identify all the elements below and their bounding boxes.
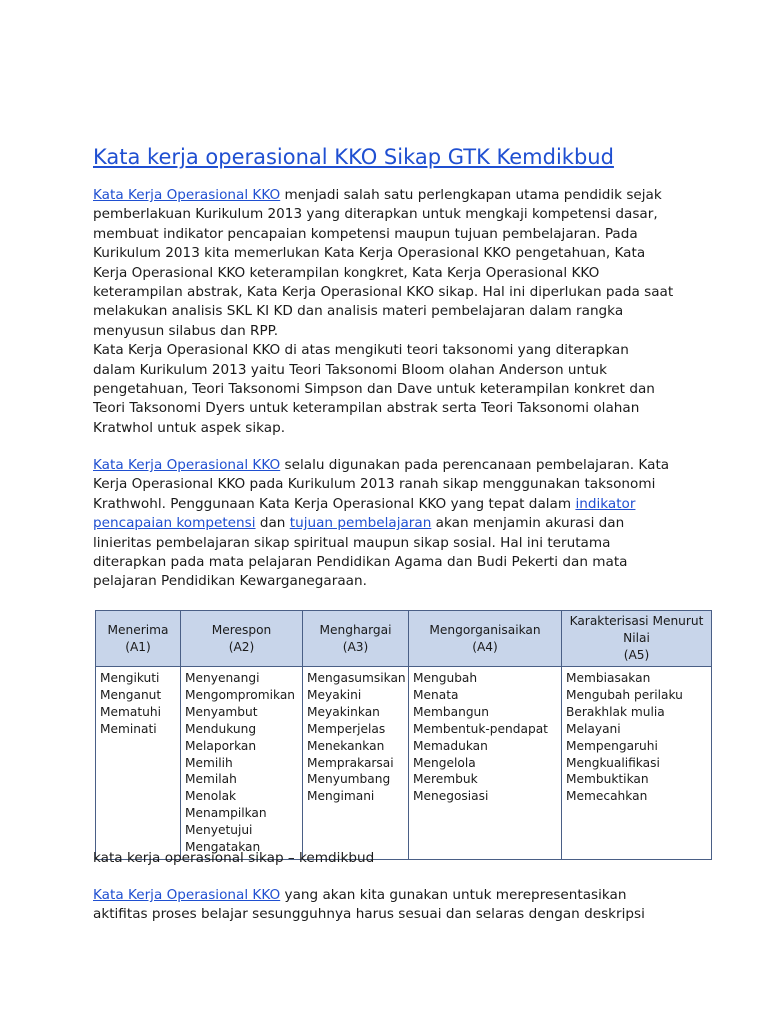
verb-item: Membentuk-pendapat — [413, 721, 548, 736]
kko-link[interactable]: Kata Kerja Operasional KKO — [93, 187, 281, 203]
table-header-cell — [562, 611, 712, 667]
table-caption: kata kerja operasional sikap – kemdikbud — [93, 850, 375, 866]
tujuan-pembelajaran-link[interactable]: tujuan pembelajaran — [289, 515, 432, 532]
table-cell-a3 — [303, 667, 409, 860]
paragraph-text: akan menjamin akurasi dan — [431, 515, 625, 532]
paragraph-line: pengetahuan, Teori Taksonomi Simpson dan Dave untuk keterampilan konkret dan — [93, 381, 655, 398]
header-code: (A5) — [623, 648, 650, 662]
paragraph-line: keterampilan abstrak, Kata Kerja Operasional KKO sikap. Hal ini diperlukan pada saat — [93, 284, 674, 301]
header-name: Mengorganisaikan — [429, 622, 541, 637]
verb-item: Mengimani — [307, 789, 375, 804]
verb-item: Menyambut — [185, 704, 258, 719]
paragraph-text: Krathwohl. Penggunaan Kata Kerja Operasional KKO yang tepat dalam — [93, 495, 576, 512]
verb-item: Mendukung — [185, 721, 257, 736]
table-cell-a5 — [562, 667, 712, 860]
paragraph-usage — [93, 456, 683, 592]
table-header-cell — [409, 611, 562, 667]
paragraph-line: diterapkan pada mata pelajaran Pendidikan Agama dan Budi Pekerti dan mata — [93, 554, 628, 571]
indikator-link-part1[interactable]: indikator — [575, 495, 636, 512]
verb-item: Merembuk — [413, 772, 478, 787]
paragraph-line: Kerja Operasional KKO keterampilan kongkret, Kata Kerja Operasional KKO — [93, 264, 600, 281]
paragraph-line — [93, 886, 683, 905]
paragraph-text: menjadi salah satu perlengkapan utama pendidik sejak — [280, 187, 662, 203]
verb-item: Melaporkan — [185, 738, 257, 753]
paragraph-text: selalu digunakan pada perencanaan pembelajaran. Kata — [280, 457, 670, 473]
verb-item: Membangun — [413, 704, 489, 719]
verb-item: Berakhlak mulia — [566, 704, 665, 719]
verb-item: Meyakini — [307, 687, 362, 702]
verb-item: Menata — [413, 687, 459, 702]
paragraph-line: aktifitas proses belajar sesungguhnya harus sesuai dan selaras dengan deskripsi — [93, 906, 645, 923]
verb-item: Memadukan — [413, 738, 488, 753]
verb-item: Mengkualifikasi — [566, 755, 660, 770]
verb-item: Mempengaruhi — [566, 738, 658, 753]
paragraph-line: Kerja Operasional KKO pada Kurikulum 2013 ranah sikap menggunakan taksonomi — [93, 476, 656, 493]
paragraph-line: menyusun silabus dan RPP. — [93, 322, 279, 339]
kko-sikap-table — [95, 610, 712, 860]
verb-item: Mengelola — [413, 755, 476, 770]
paragraph-line: membuat indikator pencapaian kompetensi maupun tujuan pembelajaran. Pada — [93, 225, 638, 242]
verb-item: Menampilkan — [185, 806, 267, 821]
header-name: Menghargai — [319, 622, 392, 637]
verb-item: Menegosiasi — [413, 789, 489, 804]
table-cell-a2 — [181, 667, 303, 860]
table-cell-a1 — [96, 667, 181, 860]
verb-item: Mengubah — [413, 671, 478, 685]
paragraph-line: Kata Kerja Operasional KKO di atas mengikuti teori taksonomi yang diterapkan — [93, 342, 629, 359]
paragraph-text: yang akan kita gunakan untuk merepresentasikan — [280, 887, 627, 903]
table-header-row — [96, 611, 712, 667]
table-cell-a4 — [409, 667, 562, 860]
paragraph-line: linieritas pembelajaran sikap spiritual maupun sikap sosial. Hal ini terutama — [93, 534, 611, 551]
verb-item: Meyakinkan — [307, 704, 380, 719]
verb-item: Memilih — [185, 755, 233, 770]
header-name: Merespon — [211, 622, 272, 637]
paragraph-line: Kurikulum 2013 kita memerlukan Kata Kerja Operasional KKO pengetahuan, Kata — [93, 245, 646, 262]
kko-link[interactable]: Kata Kerja Operasional KKO — [93, 457, 281, 473]
header-name: Menerima — [107, 622, 169, 637]
table-header-cell — [96, 611, 181, 667]
paragraph-line — [93, 495, 683, 514]
verb-item: Melayani — [566, 721, 621, 736]
paragraph-line: Teori Taksonomi Dyers untuk keterampilan abstrak serta Teori Taksonomi olahan — [93, 400, 640, 417]
header-name: Karakterisasi Menurut Nilai — [569, 614, 704, 645]
header-code: (A2) — [228, 639, 255, 654]
verb-item: Meminati — [100, 721, 157, 736]
verb-item: Mengikuti — [100, 671, 160, 685]
verb-item: Mematuhi — [100, 704, 161, 719]
paragraph-intro — [93, 186, 683, 438]
verb-item: Membiasakan — [566, 671, 651, 685]
paragraph-line: Kratwhol untuk aspek sikap. — [93, 419, 286, 436]
verb-item: Memprakarsai — [307, 755, 394, 770]
paragraph-line — [93, 456, 683, 475]
verb-item: Mengatakan — [185, 840, 261, 855]
verb-item: Mengompromikan — [185, 687, 296, 702]
verb-item: Menyumbang — [307, 772, 391, 787]
verb-item: Memecahkan — [566, 789, 648, 804]
header-code: (A4) — [472, 639, 498, 654]
kko-link[interactable]: Kata Kerja Operasional KKO — [93, 887, 281, 903]
verb-item: Menganut — [100, 687, 162, 702]
verb-item: Menyenangi — [185, 671, 260, 685]
paragraph-text: dan — [255, 515, 290, 532]
paragraph-line — [93, 186, 683, 205]
verb-item: Membuktikan — [566, 772, 649, 787]
paragraph-line — [93, 514, 683, 533]
verb-item: Menekankan — [307, 738, 385, 753]
paragraph-line: melakukan analisis SKL KI KD dan analisis materi pembelajaran dalam rangka — [93, 303, 624, 320]
paragraph-line: dalam Kurikulum 2013 yaitu Teori Taksonomi Bloom olahan Anderson untuk — [93, 361, 607, 378]
header-code: (A3) — [342, 639, 369, 654]
table-header-cell — [303, 611, 409, 667]
verb-item: Mengasumsikan — [307, 671, 406, 685]
verb-item: Menolak — [185, 789, 237, 804]
paragraph-line: pelajaran Pendidikan Kewarganegaraan. — [93, 573, 367, 590]
table-header-cell — [181, 611, 303, 667]
table-row — [96, 667, 712, 860]
header-code: (A1) — [125, 639, 151, 654]
verb-item: Memperjelas — [307, 721, 386, 736]
verb-item: Menyetujui — [185, 823, 253, 838]
paragraph-representation — [93, 886, 683, 925]
paragraph-line: pemberlakuan Kurikulum 2013 yang diterapkan untuk mengkaji kompetensi dasar, — [93, 206, 658, 223]
indikator-link-part2[interactable]: pencapaian kompetensi — [93, 515, 256, 532]
verb-item: Mengubah perilaku — [566, 687, 683, 702]
article-title[interactable]: Kata kerja operasional KKO Sikap GTK Kemdikbud — [93, 145, 614, 169]
verb-item: Memilah — [185, 772, 237, 787]
